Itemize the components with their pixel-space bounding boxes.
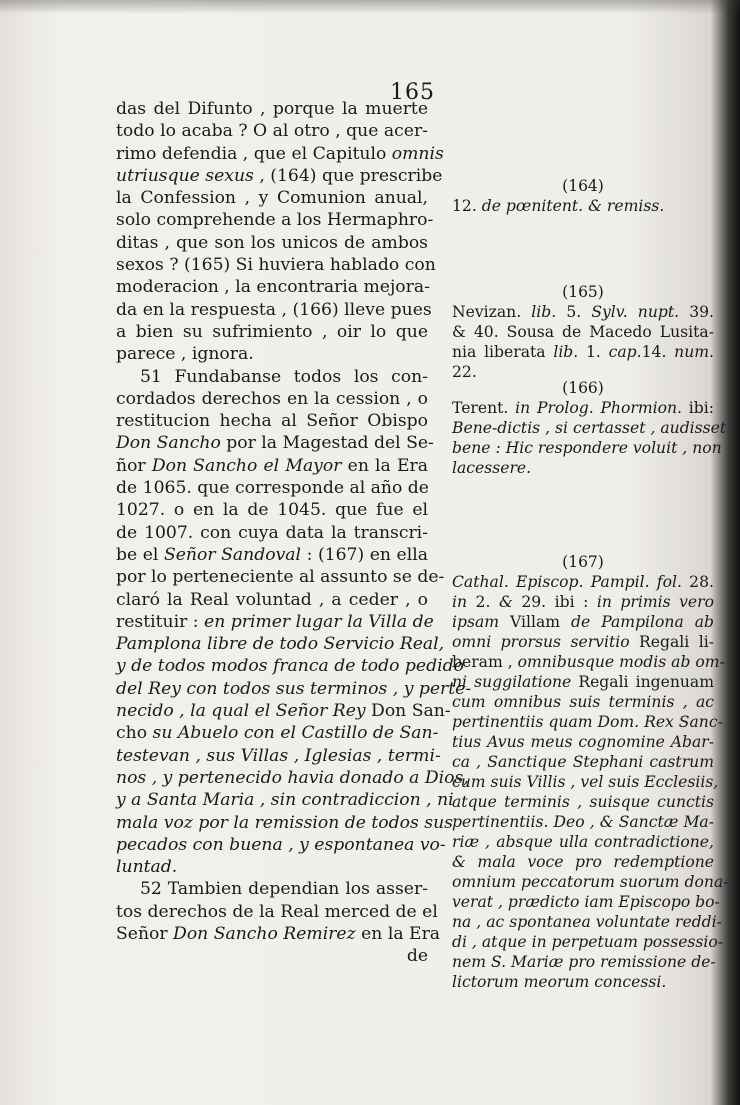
text-run: 52 Tambien dependian los asser- xyxy=(140,879,428,900)
footnote-line xyxy=(452,772,719,792)
text-line xyxy=(116,366,428,388)
text-run: 28. xyxy=(681,573,714,591)
footnote-line xyxy=(452,322,714,342)
text-run: sexos ? (165) Si huviera hablado con xyxy=(116,255,436,276)
text-run: 51 Fundabanse todos los con- xyxy=(140,366,428,387)
text-line xyxy=(116,299,432,321)
footnote-line xyxy=(452,752,714,772)
text-run: necido , la qual el Señor Rey xyxy=(116,701,366,722)
text-run: : (167) en ella xyxy=(301,544,428,565)
text-run: del Rey con todos sus terminos , y perte- xyxy=(116,678,472,699)
text-run: utriusque sexus xyxy=(116,165,254,186)
text-line xyxy=(116,432,434,454)
text-run: a bien su sufrimiento , oir lo que xyxy=(116,321,428,342)
text-line xyxy=(116,745,441,767)
footnote-line xyxy=(452,832,714,852)
text-run: in Prolog. Phormion. xyxy=(515,399,682,417)
text-line xyxy=(116,789,454,811)
text-run: nia liberata xyxy=(452,343,554,361)
text-run: Don Sancho xyxy=(116,433,221,454)
footnote-line xyxy=(452,196,714,216)
footnote-line xyxy=(452,732,714,752)
text-run: pertinentiis quam Dom. Rex Sanc- xyxy=(452,713,723,731)
footnote-line xyxy=(452,458,714,478)
text-run: omnibusque modis ab om- xyxy=(517,653,725,671)
text-run: nem S. Mariæ pro remissione de- xyxy=(452,953,716,971)
text-run: 2. xyxy=(467,593,499,611)
text-run: solo comprehende a los Hermaphro- xyxy=(116,210,434,231)
text-run: num. xyxy=(674,343,714,361)
text-run: ca , Sanctique Stephani castrum xyxy=(452,753,714,771)
footnote-line xyxy=(452,572,714,592)
text-run: 29. ibi : xyxy=(512,593,597,611)
text-run: be el xyxy=(116,544,164,565)
footnote-line xyxy=(452,712,723,732)
text-run: 12. xyxy=(452,197,482,215)
text-run: cordados derechos en la cession , o xyxy=(116,388,428,409)
text-line xyxy=(116,388,428,410)
text-line xyxy=(116,945,428,967)
text-run: por la Magestad del Se- xyxy=(220,433,434,454)
text-run: restituir : xyxy=(116,611,205,632)
text-run: Don San- xyxy=(365,701,451,722)
footnote-line xyxy=(452,932,724,952)
footnote-number: (166) xyxy=(562,379,604,397)
text-run: 1. xyxy=(578,343,609,361)
text-run: lib. xyxy=(553,343,579,361)
text-run: cap. xyxy=(608,343,642,361)
text-line xyxy=(116,98,428,120)
footnote-167 xyxy=(452,552,729,992)
text-line xyxy=(116,856,428,878)
text-run: nos , y pertenecido havia donado a Dios, xyxy=(116,767,469,788)
footnote-line xyxy=(452,792,714,812)
text-line xyxy=(116,143,444,165)
text-line xyxy=(116,209,434,231)
text-run: luntad. xyxy=(116,857,178,878)
text-run: rimo defendia , que el Capitulo xyxy=(116,143,392,164)
footnote-165 xyxy=(452,282,714,382)
text-run: ibi: xyxy=(682,399,715,417)
text-run: lib. xyxy=(531,303,557,321)
text-line xyxy=(116,120,428,142)
text-line xyxy=(116,901,438,923)
text-line xyxy=(116,232,428,254)
text-run: Señor xyxy=(116,923,174,944)
text-run: lictorum meorum concessi. xyxy=(452,973,667,991)
page-edge-shadow xyxy=(0,0,740,14)
text-line xyxy=(116,276,428,298)
footnote-line xyxy=(452,398,714,418)
text-run: das del Difunto , porque la muerte xyxy=(116,99,428,119)
text-run: Cathal. Episcop. Pampil. fol. xyxy=(452,573,682,591)
text-line xyxy=(116,834,446,856)
text-run: omnium peccatorum suorum dona- xyxy=(452,873,729,891)
text-line xyxy=(116,522,428,544)
text-run: restitucion hecha al Señor Obispo xyxy=(116,411,428,432)
text-run: de 1065. que corresponde al año de xyxy=(116,478,429,499)
text-run: omnis xyxy=(391,143,444,164)
footnote-line xyxy=(452,812,714,832)
text-run: 39. xyxy=(679,303,715,321)
footnote-166 xyxy=(452,378,727,478)
text-run: Bene-dictis , si certasset , audisset xyxy=(452,419,727,437)
footnote-number: (164) xyxy=(562,177,604,195)
text-run: tos derechos de la Real merced de el xyxy=(116,901,438,922)
text-run: cum omnibus suis terminis , ac xyxy=(452,693,714,711)
text-run: Nevizan. xyxy=(452,303,532,321)
text-run: pecados con buena , y espontanea vo- xyxy=(116,834,446,855)
text-run: lacessere. xyxy=(452,459,532,477)
text-run: Don Sancho Remirez xyxy=(173,923,356,944)
text-run: Pamplona libre de todo Servicio Real, xyxy=(116,634,445,655)
text-line xyxy=(116,655,464,677)
text-run: en la Era xyxy=(341,455,428,476)
text-run: su Abuelo con el Castillo de San- xyxy=(152,723,439,744)
text-run: por lo perteneciente al assunto se de- xyxy=(116,567,445,588)
text-run: de Pampilona ab xyxy=(571,613,715,631)
text-run: tius Avus meus cognomine Abar- xyxy=(452,733,714,751)
text-run: cum suis Villis , vel suis Ecclesiis, xyxy=(452,773,719,791)
text-run: verat , prædicto iam Episcopo bo- xyxy=(452,893,720,911)
text-line xyxy=(116,343,428,365)
text-line xyxy=(116,321,428,343)
text-run: de pœnitent. & remiss. xyxy=(481,197,665,215)
text-run: di , atque in perpetuam possessio- xyxy=(452,933,724,951)
footnote-line xyxy=(452,652,725,672)
text-line xyxy=(116,566,445,588)
footnote-number: (167) xyxy=(562,553,604,571)
text-run: Terent. xyxy=(452,399,516,417)
text-run: riæ , absque ulla contradictione, xyxy=(452,833,714,851)
text-line xyxy=(116,678,472,700)
text-run: Don Sancho el Mayor xyxy=(151,455,342,476)
text-line xyxy=(116,455,428,477)
text-line xyxy=(116,878,428,900)
text-run: ni suggilatione xyxy=(452,673,572,691)
text-run: in xyxy=(452,593,468,611)
text-run: 22. xyxy=(452,363,477,381)
footnote-line xyxy=(452,692,714,712)
text-run: omni prorsus servitio xyxy=(452,633,630,651)
text-run: Regali ingenuam xyxy=(571,673,715,691)
text-run: , (164) que prescribe xyxy=(253,165,443,186)
text-run: ñor xyxy=(116,455,152,476)
text-line xyxy=(116,187,428,209)
text-line xyxy=(116,410,428,432)
text-run: mala voz por la remission de todos sus xyxy=(116,812,454,833)
text-run: Villam xyxy=(499,613,572,631)
footnote-line xyxy=(452,302,714,322)
footnote-line xyxy=(452,418,727,438)
text-run: atque terminis , suisque cunctis xyxy=(452,793,714,811)
text-run: beram , xyxy=(452,653,518,671)
text-run: en primer lugar la Villa de xyxy=(204,611,434,632)
text-run: y de todos modos franca de todo pedido xyxy=(116,656,464,677)
text-run: testevan , sus Villas , Iglesias , termi- xyxy=(116,745,441,766)
footnote-line xyxy=(452,612,714,632)
footnote-line xyxy=(452,592,714,612)
footnote-number: (165) xyxy=(562,283,604,301)
text-run: 1027. o en la de 1045. que fue el xyxy=(116,500,428,521)
footnote-line xyxy=(452,852,714,872)
footnote-line xyxy=(452,952,714,972)
text-run: claró la Real voluntad , a ceder , o xyxy=(116,589,428,610)
text-run: 14. xyxy=(641,343,675,361)
footnote-line xyxy=(452,892,720,912)
text-line xyxy=(116,499,428,521)
text-run: ditas , que son los unicos de ambos xyxy=(116,232,428,253)
text-run: y a Santa Maria , sin contradiccion , ni xyxy=(116,790,454,811)
text-run: cho xyxy=(116,723,153,744)
text-run: Señor Sandoval xyxy=(163,544,302,565)
text-run: na , ac spontanea voluntate reddi- xyxy=(452,913,722,931)
text-run: moderacion , la encontraria mejora- xyxy=(116,277,430,298)
text-run: de 1007. con cuya data la transcri- xyxy=(116,522,428,543)
text-run: 5. xyxy=(556,303,592,321)
text-run: todo lo acaba ? O al otro , que acer- xyxy=(116,121,428,142)
text-run: bene : Hic respondere voluit , non xyxy=(452,439,722,457)
text-line xyxy=(116,722,439,744)
text-line xyxy=(116,812,454,834)
text-run: Regali li- xyxy=(629,633,714,651)
text-line xyxy=(116,767,469,789)
text-line xyxy=(116,544,428,566)
text-line xyxy=(116,633,445,655)
text-run: & xyxy=(498,593,513,611)
text-line xyxy=(116,254,436,276)
footnote-line xyxy=(452,342,714,362)
text-run: ipsam xyxy=(452,613,500,631)
text-run: da en la respuesta , (166) lleve pues xyxy=(116,299,432,320)
page-number: 165 xyxy=(390,80,435,105)
text-run: Sylv. nupt. xyxy=(591,303,680,321)
text-line xyxy=(116,165,443,187)
footnote-line xyxy=(452,972,714,992)
text-run: pertinentiis. Deo , & Sanctæ Ma- xyxy=(452,813,714,831)
footnote-line xyxy=(452,872,729,892)
text-run: en la Era xyxy=(355,923,441,944)
text-line xyxy=(116,589,428,611)
footnote-line xyxy=(452,672,714,692)
footnote-line xyxy=(452,632,714,652)
text-run: & 40. Sousa de Macedo Lusita- xyxy=(452,323,714,341)
text-run: de xyxy=(406,946,428,967)
text-line xyxy=(116,700,451,722)
text-line xyxy=(116,611,434,633)
text-run: in primis vero xyxy=(596,593,715,611)
footnote-line xyxy=(452,438,722,458)
text-run: la Confession , y Comunion anual, xyxy=(116,188,428,209)
text-line xyxy=(116,923,441,945)
text-run: & mala voce pro redemptione xyxy=(452,853,714,871)
text-run: parece , ignora. xyxy=(116,344,254,365)
footnote-164 xyxy=(452,176,714,216)
footnote-line xyxy=(452,912,722,932)
text-line xyxy=(116,477,428,499)
